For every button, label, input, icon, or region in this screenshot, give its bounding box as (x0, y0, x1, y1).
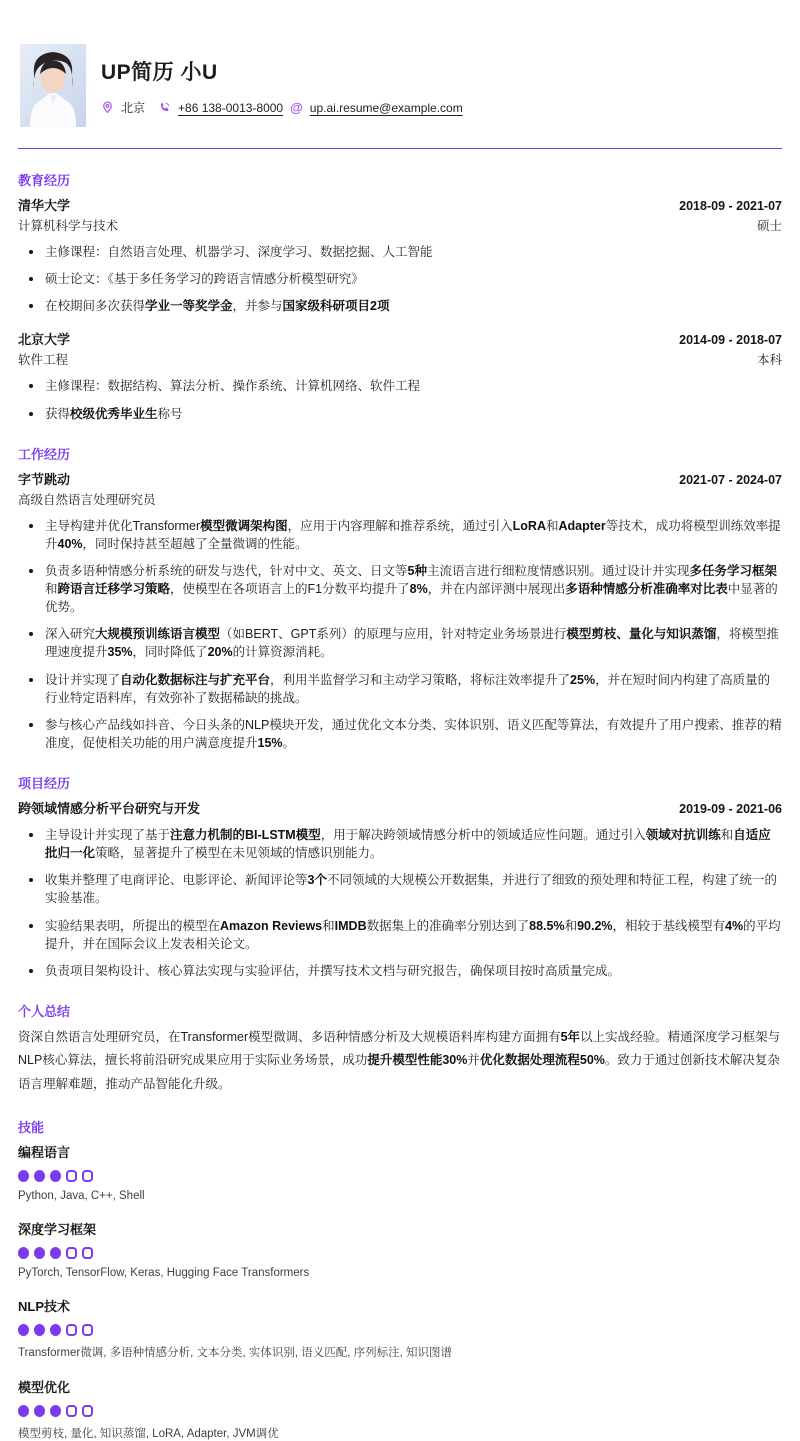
at-icon: @ (290, 100, 303, 115)
bullet-list (18, 826, 782, 980)
skill-dot-empty (66, 1247, 77, 1259)
skill-dot-empty (82, 1405, 93, 1417)
skill-level-dots (18, 1170, 782, 1182)
entry (18, 469, 782, 752)
bullet-list (18, 377, 782, 422)
section-title-education: 教育经历 (18, 173, 71, 188)
skill-dot-filled (50, 1405, 61, 1417)
bullet-item: 参与核心产品线如抖音、今日头条的NLP模块开发，通过优化文本分类、实体识别、语义匹配等算法，有效提升了用户搜索、推荐的精准度，促使相关功能的用户满意度提升15%。 (18, 716, 782, 752)
bullet-list (18, 243, 782, 315)
skill-name: NLP技术 (18, 1299, 71, 1315)
bullet-item: 收集并整理了电商评论、电影评论、新闻评论等3个不同领域的大规模公开数据集，并进行了细致的预处理和特征工程，构建了统一的实验基准。 (18, 871, 782, 907)
skill-name: 模型优化 (18, 1380, 71, 1396)
skill-dot-filled (34, 1170, 45, 1182)
skill-dot-empty (82, 1170, 93, 1182)
skill-level-dots (18, 1324, 782, 1336)
bullet-item: 主导设计并实现了基于注意力机制的BI-LSTM模型，用于解决跨领域情感分析中的领域适应性问题。通过引入领域对抗训练和自适应批归一化策略，显著提升了模型在未见领域的情感识别能力。 (18, 826, 782, 862)
section-title-summary: 个人总结 (18, 1003, 71, 1019)
entry-title: 清华大学 (18, 198, 71, 213)
entry-head (18, 195, 782, 214)
entry-subtitle: 高级自然语言处理研究员 (18, 492, 156, 507)
skill-dot-filled (34, 1405, 45, 1417)
bullet-item: 在校期间多次获得学业一等奖学金，并参与国家级科研项目2项 (18, 297, 782, 315)
entry-head (18, 469, 782, 488)
skill-dot-filled (50, 1247, 61, 1259)
entry-subtitle: 计算机科学与技术 (18, 219, 119, 233)
bullet-item: 深入研究大规模预训练语言模型（如BERT、GPT系列）的原理与应用，针对特定业务场景进行模型剪枝、量化与知识蒸馏，将模型推理速度提升35%，同时降低了20%的计算资源消耗。 (18, 625, 782, 661)
entry-subtitle-row (18, 490, 782, 508)
bullet-item: 主修课程：数据结构、算法分析、操作系统、计算机网络、软件工程 (18, 377, 782, 395)
skill-name: 编程语言 (18, 1145, 71, 1161)
header-info (101, 44, 463, 127)
entry (18, 195, 782, 315)
entry-title: 字节跳动 (18, 471, 71, 487)
skill-dot-empty (82, 1324, 93, 1336)
skill-detail: 模型剪枝, 量化, 知识蒸馏, LoRA, Adapter, JVM调优 (18, 1428, 279, 1441)
summary-paragraph: 资深自然语言处理研究员，在Transformer模型微调、多语种情感分析及大规模语料库构建方面拥有5年以上实战经验。精通深度学习框架与NLP核心算法，擅长将前沿研究成果应用于实际业务场景，成功提升模型性能30%并优化数据处理流程50%。致力于通过创新技术解决复杂语言理解难题，推动产品智能化升级。 (18, 1029, 781, 1091)
bullet-item: 主修课程：自然语言处理、机器学习、深度学习、数据挖掘、人工智能 (18, 243, 782, 261)
skill-item (18, 1219, 782, 1279)
entry-subtitle-row (18, 350, 782, 368)
candidate-name: UP简历 小U (101, 61, 218, 84)
bullet-item: 主导构建并优化Transformer模型微调架构图，应用于内容理解和推荐系统，通过引入LoRA和Adapter等技术，成功将模型训练效率提升40%，同时保持甚至超越了全量微调的性能。 (18, 517, 782, 553)
resume-body (0, 170, 800, 1441)
bullet-item: 获得校级优秀毕业生称号 (18, 405, 782, 423)
section-skills (18, 1117, 782, 1441)
skill-dot-filled (18, 1247, 29, 1259)
location-pin-icon (101, 101, 114, 114)
section-summary (18, 1001, 782, 1097)
skill-detail: Transformer微调, 多语种情感分析, 文本分类, 实体识别, 语义匹配, 序列标注, 知识图谱 (18, 1347, 453, 1360)
bullet-item: 负责多语种情感分析系统的研发与迭代，针对中文、英文、日文等5种主流语言进行细粒度情感识别。通过设计并实现多任务学习框架和跨语言迁移学习策略，使模型在各项语言上的F1分数平均提升了8%，并在内部评测中展现出多语种情感分析准确率对比表中显著的优势。 (18, 562, 782, 616)
entry-title: 跨领域情感分析平台研究与开发 (18, 801, 201, 816)
bullet-list (18, 517, 782, 752)
entry (18, 798, 782, 980)
section-projects (18, 773, 782, 980)
skill-dot-filled (34, 1324, 45, 1336)
skill-dot-filled (34, 1247, 45, 1259)
profile-photo (20, 44, 86, 127)
skill-dot-empty (66, 1405, 77, 1417)
phone-link[interactable]: +86 138-0013-8000 (178, 100, 284, 115)
section-title-work: 工作经历 (18, 446, 71, 462)
skill-item (18, 1142, 782, 1202)
header-divider (18, 148, 782, 149)
entry-subtitle-row (18, 216, 782, 234)
bullet-item: 设计并实现了自动化数据标注与扩充平台，利用半监督学习和主动学习策略，将标注效率提升了25%，并在短时间内构建了高质量的行业特定语料库，有效弥补了数据稀缺的挑战。 (18, 671, 782, 707)
entry-subtitle: 软件工程 (18, 353, 69, 368)
entry-date: 2014-09 - 2018-07 (679, 333, 782, 348)
skill-dot-empty (82, 1247, 93, 1259)
skill-dot-filled (50, 1170, 61, 1182)
skill-dot-empty (66, 1170, 77, 1182)
section-education (18, 170, 782, 423)
entry (18, 329, 782, 422)
bullet-item: 实验结果表明，所提出的模型在Amazon Reviews和IMDB数据集上的准确率分别达到了88.5%和90.2%，相较于基线模型有4%的平均提升，并在国际会议上发表相关论文。 (18, 917, 782, 953)
skill-detail: PyTorch, TensorFlow, Keras, Hugging Face Transformers (18, 1267, 310, 1280)
skill-dot-filled (50, 1324, 61, 1336)
email-link[interactable]: up.ai.resume@example.com (309, 100, 463, 115)
entry-date: 2019-09 - 2021-06 (679, 802, 782, 816)
entry-head (18, 329, 782, 348)
section-title-skills: 技能 (18, 1120, 45, 1136)
skill-item (18, 1296, 782, 1360)
contact-row (101, 99, 463, 116)
location-text: 北京 (121, 101, 146, 115)
bullet-item: 负责项目架构设计、核心算法实现与实验评估，并撰写技术文档与研究报告，确保项目按时高质量完成。 (18, 962, 782, 980)
skill-item (18, 1377, 782, 1441)
entry-degree: 本科 (756, 353, 782, 368)
skill-dot-empty (66, 1324, 77, 1336)
entry-degree: 硕士 (756, 219, 782, 233)
entry-title: 北京大学 (18, 332, 71, 348)
phone-icon (158, 101, 171, 114)
section-title-projects: 项目经历 (18, 776, 71, 791)
skill-level-dots (18, 1247, 782, 1259)
skill-level-dots (18, 1405, 782, 1417)
skill-dot-filled (18, 1405, 29, 1417)
section-work (18, 444, 782, 752)
bullet-item: 硕士论文：《基于多任务学习的跨语言情感分析模型研究》 (18, 270, 782, 288)
skill-dot-filled (18, 1324, 29, 1336)
profile-photo-illustration (20, 44, 86, 127)
skill-dot-filled (18, 1170, 29, 1182)
entry-date: 2021-07 - 2024-07 (679, 472, 782, 487)
skill-detail: Python, Java, C++, Shell (18, 1190, 145, 1203)
resume-header (0, 0, 800, 127)
skill-name: 深度学习框架 (18, 1222, 97, 1238)
entry-date: 2018-09 - 2021-07 (679, 199, 782, 213)
entry-head (18, 798, 782, 817)
